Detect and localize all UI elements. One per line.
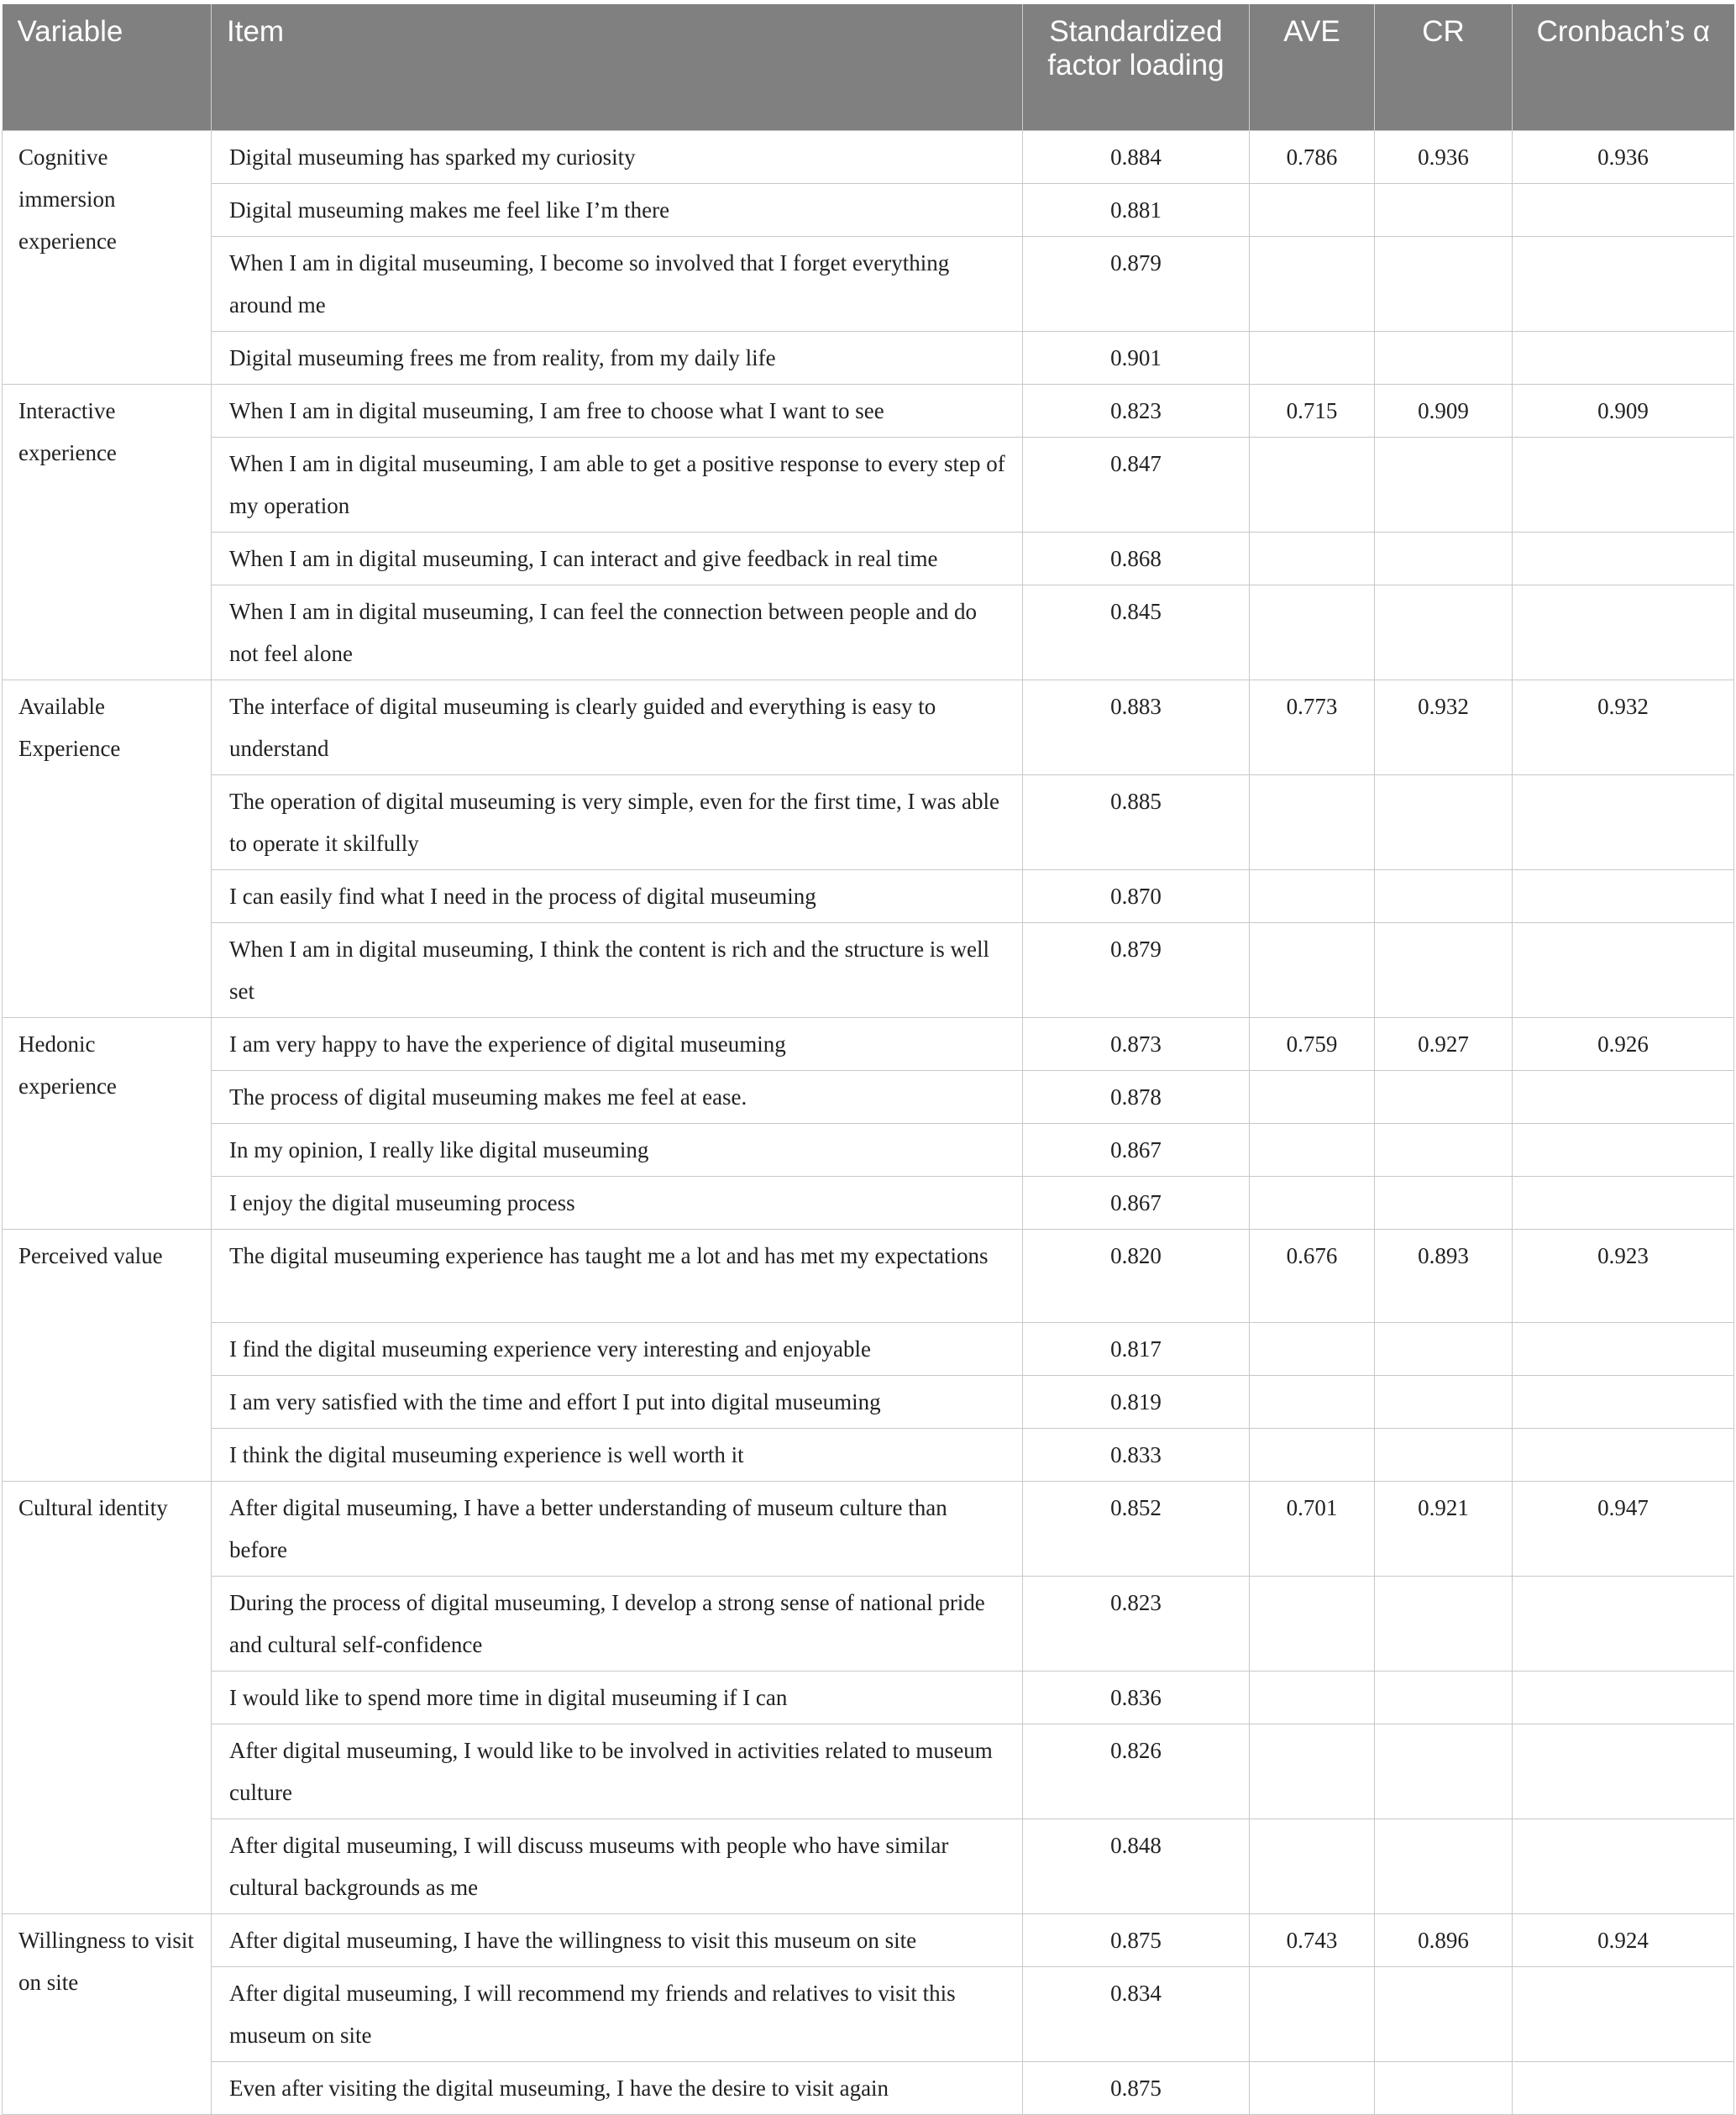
empty-cell bbox=[1513, 437, 1734, 532]
empty-cell bbox=[1250, 1123, 1375, 1176]
loading-cell: 0.875 bbox=[1023, 2061, 1250, 2114]
ave-cell: 0.715 bbox=[1250, 384, 1375, 437]
ave-cell: 0.759 bbox=[1250, 1017, 1375, 1070]
ave-cell: 0.701 bbox=[1250, 1481, 1375, 1576]
empty-cell bbox=[1250, 437, 1375, 532]
empty-cell bbox=[1375, 869, 1513, 922]
header-variable: Variable bbox=[3, 4, 212, 130]
empty-cell bbox=[1513, 774, 1734, 869]
empty-cell bbox=[1375, 922, 1513, 1017]
empty-cell bbox=[1513, 1322, 1734, 1375]
loading-cell: 0.845 bbox=[1023, 585, 1250, 680]
item-cell: Digital museuming has sparked my curiosity bbox=[212, 130, 1023, 183]
table-row bbox=[3, 1576, 1734, 1671]
loading-cell: 0.823 bbox=[1023, 1576, 1250, 1671]
table-row bbox=[3, 1176, 1734, 1229]
alpha-cell: 0.947 bbox=[1513, 1481, 1734, 1576]
empty-cell bbox=[1375, 1375, 1513, 1428]
variable-cell: Perceived value bbox=[3, 1229, 212, 1481]
empty-cell bbox=[1513, 532, 1734, 585]
header-item: Item bbox=[212, 4, 1023, 130]
table-row bbox=[3, 774, 1734, 869]
variable-cell: Willingness to visit on site bbox=[3, 1913, 212, 2114]
header-loading: Standardized factor loading bbox=[1023, 4, 1250, 130]
cr-cell: 0.927 bbox=[1375, 1017, 1513, 1070]
item-cell: I am very satisfied with the time and effort I put into digital museuming bbox=[212, 1375, 1023, 1428]
loading-cell: 0.852 bbox=[1023, 1481, 1250, 1576]
item-cell: During the process of digital museuming, I develop a strong sense of national pride and cultural self-confidence bbox=[212, 1576, 1023, 1671]
empty-cell bbox=[1513, 183, 1734, 236]
empty-cell bbox=[1375, 2061, 1513, 2114]
empty-cell bbox=[1375, 1176, 1513, 1229]
empty-cell bbox=[1375, 1070, 1513, 1123]
ave-cell: 0.676 bbox=[1250, 1229, 1375, 1322]
item-cell: I find the digital museuming experience very interesting and enjoyable bbox=[212, 1322, 1023, 1375]
ave-cell: 0.786 bbox=[1250, 130, 1375, 183]
header-alpha: Cronbach’s α bbox=[1513, 4, 1734, 130]
empty-cell bbox=[1250, 1966, 1375, 2061]
empty-cell bbox=[1375, 331, 1513, 384]
empty-cell bbox=[1513, 331, 1734, 384]
item-cell: Even after visiting the digital museuming, I have the desire to visit again bbox=[212, 2061, 1023, 2114]
empty-cell bbox=[1375, 1123, 1513, 1176]
item-cell: When I am in digital museuming, I am free to choose what I want to see bbox=[212, 384, 1023, 437]
table-row bbox=[3, 1818, 1734, 1913]
loading-cell: 0.884 bbox=[1023, 130, 1250, 183]
loading-cell: 0.868 bbox=[1023, 532, 1250, 585]
empty-cell bbox=[1375, 1576, 1513, 1671]
empty-cell bbox=[1375, 236, 1513, 331]
empty-cell bbox=[1375, 1671, 1513, 1724]
empty-cell bbox=[1513, 1428, 1734, 1481]
table-row bbox=[3, 1017, 1734, 1070]
loading-cell: 0.878 bbox=[1023, 1070, 1250, 1123]
table-row bbox=[3, 1671, 1734, 1724]
table-row bbox=[3, 680, 1734, 774]
empty-cell bbox=[1513, 2061, 1734, 2114]
table-row bbox=[3, 532, 1734, 585]
header-cr: CR bbox=[1375, 4, 1513, 130]
cr-cell: 0.909 bbox=[1375, 384, 1513, 437]
item-cell: The process of digital museuming makes me feel at ease. bbox=[212, 1070, 1023, 1123]
cr-cell: 0.893 bbox=[1375, 1229, 1513, 1322]
empty-cell bbox=[1250, 331, 1375, 384]
table-row bbox=[3, 437, 1734, 532]
loading-cell: 0.833 bbox=[1023, 1428, 1250, 1481]
cr-cell: 0.896 bbox=[1375, 1913, 1513, 1966]
empty-cell bbox=[1375, 1428, 1513, 1481]
empty-cell bbox=[1375, 774, 1513, 869]
empty-cell bbox=[1513, 1818, 1734, 1913]
loading-cell: 0.883 bbox=[1023, 680, 1250, 774]
cr-cell: 0.936 bbox=[1375, 130, 1513, 183]
table-row bbox=[3, 1123, 1734, 1176]
loading-cell: 0.875 bbox=[1023, 1913, 1250, 1966]
empty-cell bbox=[1513, 1671, 1734, 1724]
item-cell: In my opinion, I really like digital museuming bbox=[212, 1123, 1023, 1176]
table-row bbox=[3, 384, 1734, 437]
empty-cell bbox=[1513, 236, 1734, 331]
empty-cell bbox=[1250, 774, 1375, 869]
ave-cell: 0.743 bbox=[1250, 1913, 1375, 1966]
empty-cell bbox=[1513, 1966, 1734, 2061]
table-row bbox=[3, 585, 1734, 680]
table-row bbox=[3, 1913, 1734, 1966]
item-cell: When I am in digital museuming, I think the content is rich and the structure is well set bbox=[212, 922, 1023, 1017]
loading-cell: 0.867 bbox=[1023, 1176, 1250, 1229]
item-cell: After digital museuming, I have the willingness to visit this museum on site bbox=[212, 1913, 1023, 1966]
empty-cell bbox=[1375, 183, 1513, 236]
item-cell: When I am in digital museuming, I can interact and give feedback in real time bbox=[212, 532, 1023, 585]
table-row bbox=[3, 331, 1734, 384]
ave-cell: 0.773 bbox=[1250, 680, 1375, 774]
empty-cell bbox=[1513, 1576, 1734, 1671]
empty-cell bbox=[1250, 1070, 1375, 1123]
empty-cell bbox=[1513, 585, 1734, 680]
item-cell: After digital museuming, I have a better understanding of museum culture than before bbox=[212, 1481, 1023, 1576]
loading-cell: 0.847 bbox=[1023, 437, 1250, 532]
header-ave: AVE bbox=[1250, 4, 1375, 130]
empty-cell bbox=[1513, 1176, 1734, 1229]
loading-cell: 0.885 bbox=[1023, 774, 1250, 869]
empty-cell bbox=[1513, 869, 1734, 922]
variable-cell: Hedonic experience bbox=[3, 1017, 212, 1229]
item-cell: I enjoy the digital museuming process bbox=[212, 1176, 1023, 1229]
loading-cell: 0.848 bbox=[1023, 1818, 1250, 1913]
item-cell: After digital museuming, I will discuss museums with people who have similar cultural backgrounds as me bbox=[212, 1818, 1023, 1913]
loading-cell: 0.879 bbox=[1023, 922, 1250, 1017]
alpha-cell: 0.909 bbox=[1513, 384, 1734, 437]
table-row bbox=[3, 2061, 1734, 2114]
table-row bbox=[3, 1724, 1734, 1818]
cr-cell: 0.921 bbox=[1375, 1481, 1513, 1576]
table-header bbox=[3, 4, 1734, 130]
loading-cell: 0.823 bbox=[1023, 384, 1250, 437]
empty-cell bbox=[1375, 585, 1513, 680]
empty-cell bbox=[1250, 1375, 1375, 1428]
item-cell: The operation of digital museuming is very simple, even for the first time, I was able to operate it skilfully bbox=[212, 774, 1023, 869]
table-row bbox=[3, 1070, 1734, 1123]
item-cell: Digital museuming makes me feel like I’m there bbox=[212, 183, 1023, 236]
item-cell: When I am in digital museuming, I become so involved that I forget everything around me bbox=[212, 236, 1023, 331]
item-cell: I would like to spend more time in digital museuming if I can bbox=[212, 1671, 1023, 1724]
variable-cell: Available Experience bbox=[3, 680, 212, 1017]
empty-cell bbox=[1250, 532, 1375, 585]
item-cell: After digital museuming, I will recommend my friends and relatives to visit this museum on site bbox=[212, 1966, 1023, 2061]
item-cell: After digital museuming, I would like to be involved in activities related to museum culture bbox=[212, 1724, 1023, 1818]
item-cell: The interface of digital museuming is clearly guided and everything is easy to understand bbox=[212, 680, 1023, 774]
alpha-cell: 0.936 bbox=[1513, 130, 1734, 183]
table-row bbox=[3, 1428, 1734, 1481]
alpha-cell: 0.923 bbox=[1513, 1229, 1734, 1322]
empty-cell bbox=[1513, 1724, 1734, 1818]
empty-cell bbox=[1513, 922, 1734, 1017]
loading-cell: 0.817 bbox=[1023, 1322, 1250, 1375]
empty-cell bbox=[1250, 1322, 1375, 1375]
table-row bbox=[3, 1322, 1734, 1375]
loading-cell: 0.834 bbox=[1023, 1966, 1250, 2061]
item-cell: When I am in digital museuming, I can feel the connection between people and do not feel alone bbox=[212, 585, 1023, 680]
table-row bbox=[3, 236, 1734, 331]
results-table bbox=[2, 4, 1734, 2115]
empty-cell bbox=[1250, 1724, 1375, 1818]
item-cell: When I am in digital museuming, I am able to get a positive response to every step of my operation bbox=[212, 437, 1023, 532]
loading-cell: 0.901 bbox=[1023, 331, 1250, 384]
empty-cell bbox=[1250, 1671, 1375, 1724]
empty-cell bbox=[1375, 1966, 1513, 2061]
table-row bbox=[3, 922, 1734, 1017]
item-cell: I think the digital museuming experience is well worth it bbox=[212, 1428, 1023, 1481]
empty-cell bbox=[1375, 1724, 1513, 1818]
item-cell: The digital museuming experience has taught me a lot and has met my expectations bbox=[212, 1229, 1023, 1322]
table-row bbox=[3, 1966, 1734, 2061]
loading-cell: 0.870 bbox=[1023, 869, 1250, 922]
loading-cell: 0.819 bbox=[1023, 1375, 1250, 1428]
empty-cell bbox=[1250, 183, 1375, 236]
item-cell: I can easily find what I need in the process of digital museuming bbox=[212, 869, 1023, 922]
item-cell: Digital museuming frees me from reality, from my daily life bbox=[212, 331, 1023, 384]
empty-cell bbox=[1250, 236, 1375, 331]
loading-cell: 0.873 bbox=[1023, 1017, 1250, 1070]
header-row bbox=[3, 4, 1734, 130]
empty-cell bbox=[1250, 1818, 1375, 1913]
loading-cell: 0.836 bbox=[1023, 1671, 1250, 1724]
empty-cell bbox=[1513, 1070, 1734, 1123]
table-body bbox=[3, 130, 1734, 2114]
empty-cell bbox=[1375, 532, 1513, 585]
empty-cell bbox=[1250, 1576, 1375, 1671]
table-row bbox=[3, 869, 1734, 922]
item-cell: I am very happy to have the experience of digital museuming bbox=[212, 1017, 1023, 1070]
table-row bbox=[3, 183, 1734, 236]
empty-cell bbox=[1375, 1322, 1513, 1375]
empty-cell bbox=[1513, 1375, 1734, 1428]
loading-cell: 0.879 bbox=[1023, 236, 1250, 331]
empty-cell bbox=[1250, 1428, 1375, 1481]
loading-cell: 0.826 bbox=[1023, 1724, 1250, 1818]
empty-cell bbox=[1250, 1176, 1375, 1229]
table-row bbox=[3, 1229, 1734, 1322]
empty-cell bbox=[1375, 437, 1513, 532]
empty-cell bbox=[1375, 1818, 1513, 1913]
empty-cell bbox=[1250, 869, 1375, 922]
table-row bbox=[3, 1481, 1734, 1576]
empty-cell bbox=[1250, 585, 1375, 680]
empty-cell bbox=[1250, 2061, 1375, 2114]
loading-cell: 0.820 bbox=[1023, 1229, 1250, 1322]
empty-cell bbox=[1513, 1123, 1734, 1176]
alpha-cell: 0.932 bbox=[1513, 680, 1734, 774]
variable-cell: Interactive experience bbox=[3, 384, 212, 680]
variable-cell: Cognitive immersion experience bbox=[3, 130, 212, 384]
empty-cell bbox=[1250, 922, 1375, 1017]
loading-cell: 0.881 bbox=[1023, 183, 1250, 236]
table-row bbox=[3, 1375, 1734, 1428]
cr-cell: 0.932 bbox=[1375, 680, 1513, 774]
table-row bbox=[3, 130, 1734, 183]
alpha-cell: 0.926 bbox=[1513, 1017, 1734, 1070]
alpha-cell: 0.924 bbox=[1513, 1913, 1734, 1966]
loading-cell: 0.867 bbox=[1023, 1123, 1250, 1176]
variable-cell: Cultural identity bbox=[3, 1481, 212, 1913]
